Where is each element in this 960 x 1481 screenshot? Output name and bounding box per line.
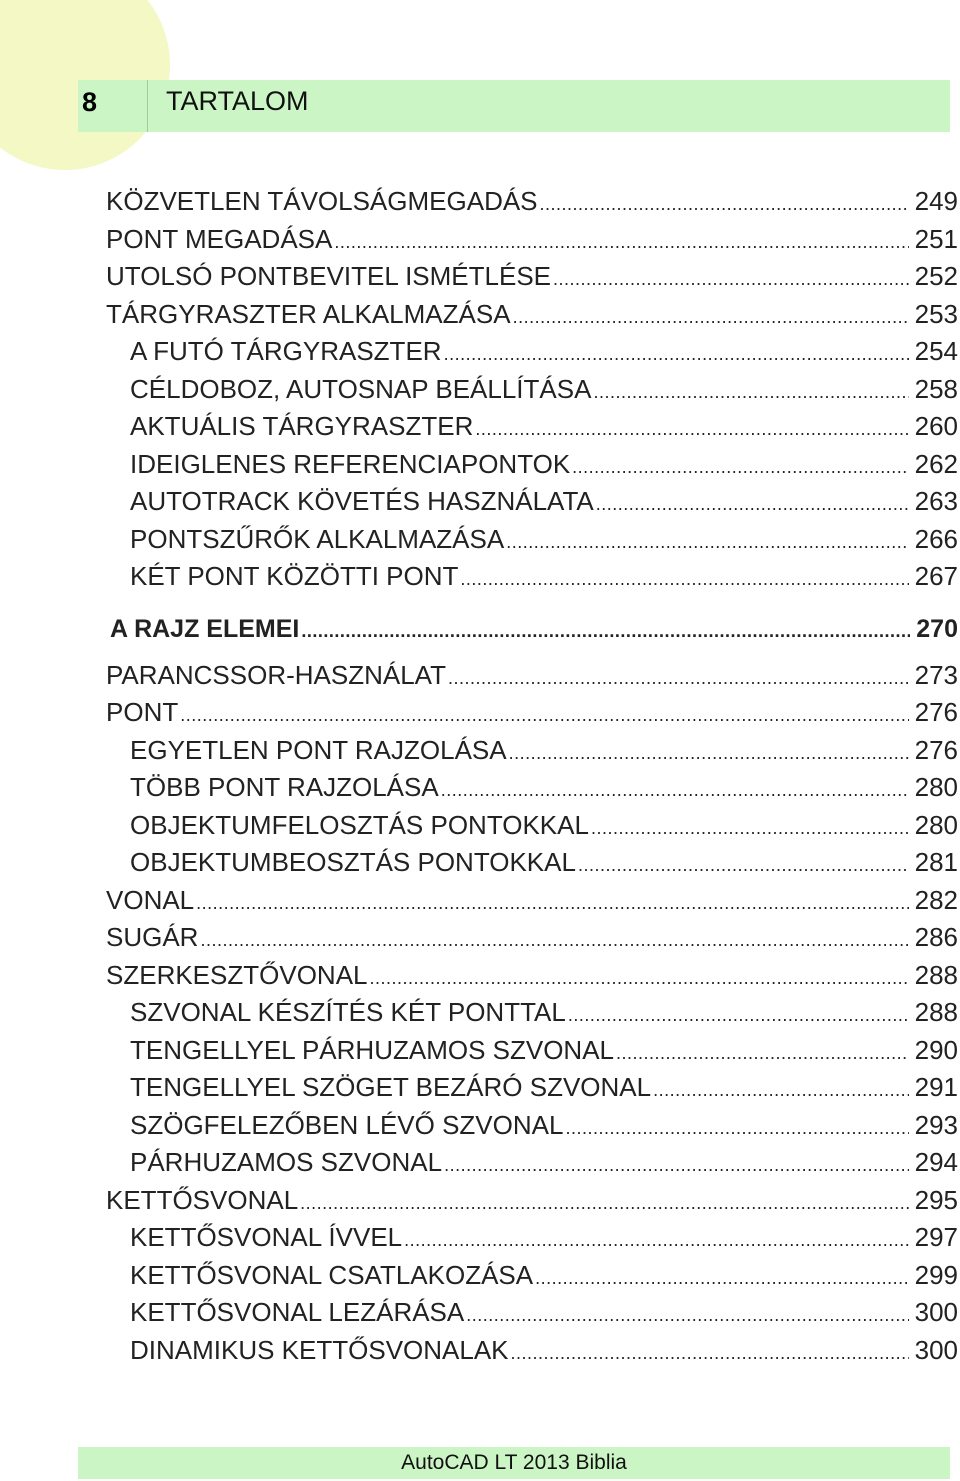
toc-entry[interactable] (106, 922, 958, 960)
toc-entry-page: 276 (914, 697, 958, 727)
toc-entry[interactable] (106, 1260, 958, 1298)
toc-entry-page: 297 (914, 1222, 958, 1252)
toc-entry-label: EGYETLEN PONT RAJZOLÁSA (130, 734, 507, 765)
toc-entry-label: PARANCSSOR-HASZNÁLAT (106, 659, 446, 690)
toc-entry-label: KÖZVETLEN TÁVOLSÁGMEGADÁS (106, 186, 538, 216)
toc-entry[interactable] (106, 1110, 958, 1148)
toc-entry-page: 295 (914, 1184, 958, 1215)
toc-entry[interactable] (106, 772, 958, 810)
toc-entry-page: 291 (914, 1072, 958, 1102)
toc-entry-label: OBJEKTUMBEOSZTÁS PONTOKKAL (130, 847, 576, 877)
toc-entry-label: CÉLDOBOZ, AUTOSNAP BEÁLLÍTÁSA (130, 373, 592, 404)
toc-entry[interactable] (106, 411, 958, 449)
toc-entry-label: PÁRHUZAMOS SZVONAL (130, 1147, 443, 1177)
toc-entry-label: SZERKESZTŐVONAL (106, 959, 368, 990)
toc-leader-dots (553, 269, 909, 290)
toc-entry[interactable] (106, 885, 958, 923)
toc-entry[interactable] (106, 561, 958, 599)
toc-entry-label: PONT (106, 697, 179, 727)
toc-entry-label: SUGÁR (106, 922, 199, 952)
toc-leader-dots (572, 457, 908, 478)
toc-leader-dots (370, 968, 909, 989)
toc-entry-page: 288 (914, 997, 958, 1027)
toc-entry-page: 299 (914, 1259, 958, 1290)
toc-entry[interactable] (106, 186, 958, 224)
toc-entry[interactable] (106, 524, 958, 562)
toc-entry[interactable] (106, 735, 958, 773)
toc-entry[interactable] (106, 374, 958, 412)
toc-entry-page: 290 (914, 1034, 958, 1065)
toc-leader-dots (513, 307, 909, 328)
toc-entry-page: 293 (914, 1109, 958, 1140)
toc-leader-dots (593, 382, 908, 403)
toc-leader-dots (565, 1118, 908, 1139)
page-number: 8 (82, 87, 98, 117)
toc-entry-page: 286 (914, 922, 958, 952)
toc-entry[interactable] (106, 810, 958, 848)
toc-entry[interactable] (106, 336, 958, 374)
toc-entry[interactable] (106, 1147, 958, 1185)
toc-entry-page: 270 (916, 614, 958, 643)
toc-entry-label: SZVONAL KÉSZÍTÉS KÉT PONTTAL (130, 997, 566, 1027)
toc-entry-label: OBJEKTUMFELOSZTÁS PONTOKKAL (130, 809, 589, 840)
toc-entry-label: AUTOTRACK KÖVETÉS HASZNÁLATA (130, 486, 594, 516)
toc-entry[interactable] (106, 1185, 958, 1223)
toc-entry-label: A FUTÓ TÁRGYRASZTER (130, 336, 442, 366)
toc-entry-page: 258 (914, 373, 958, 404)
toc-leader-dots (444, 344, 909, 365)
toc-entry-label: TENGELLYEL SZÖGET BEZÁRÓ SZVONAL (130, 1072, 652, 1102)
toc-entry-page: 276 (914, 734, 958, 765)
toc-leader-dots (200, 930, 908, 951)
toc-entry-page: 251 (914, 223, 958, 254)
toc-entry-label: DINAMIKUS KETTŐSVONALAK (130, 1334, 509, 1365)
toc-entry-page: 300 (914, 1334, 958, 1365)
toc-entry-page: 260 (914, 411, 958, 441)
toc-entry-page: 294 (914, 1147, 958, 1177)
toc-entry-label: TENGELLYEL PÁRHUZAMOS SZVONAL (130, 1034, 615, 1065)
toc-leader-dots (460, 569, 908, 590)
toc-entry-page: 252 (914, 261, 958, 291)
toc-entry[interactable] (106, 299, 958, 337)
toc-entry[interactable] (106, 660, 958, 698)
toc-entry-label: IDEIGLENES REFERENCIAPONTOK (130, 448, 571, 479)
toc-leader-dots (334, 232, 908, 253)
toc-entry-label: KETTŐSVONAL (106, 1184, 299, 1215)
table-of-contents (106, 186, 958, 1372)
toc-leader-dots (535, 1268, 909, 1289)
toc-leader-dots (509, 743, 909, 764)
toc-entry[interactable] (106, 1035, 958, 1073)
toc-entry-page: 267 (914, 561, 958, 591)
toc-leader-dots (616, 1043, 909, 1064)
toc-entry-label: KÉT PONT KÖZÖTTI PONT (130, 561, 459, 591)
toc-entry-page: 263 (914, 486, 958, 516)
toc-entry[interactable] (106, 261, 958, 299)
toc-entry[interactable] (106, 1222, 958, 1260)
footer-book-title: AutoCAD LT 2013 Biblia (401, 1451, 627, 1474)
toc-leader-dots (506, 532, 908, 553)
toc-entry-page: 273 (914, 659, 958, 690)
header-separator (147, 80, 148, 132)
toc-leader-dots (441, 780, 909, 801)
toc-entry-page: 281 (914, 847, 958, 877)
toc-entry-page: 300 (914, 1297, 958, 1327)
toc-entry-label: KETTŐSVONAL CSATLAKOZÁSA (130, 1259, 534, 1290)
toc-entry-label: TÁRGYRASZTER ALKALMAZÁSA (106, 298, 511, 329)
toc-entry-page: 280 (914, 772, 958, 802)
toc-leader-dots (301, 621, 910, 642)
toc-leader-dots (653, 1080, 909, 1101)
toc-entry-page: 280 (914, 809, 958, 840)
toc-entry-page: 282 (914, 884, 958, 915)
toc-entry[interactable] (106, 1072, 958, 1110)
toc-leader-dots (578, 855, 909, 876)
toc-entry-label: TÖBB PONT RAJZOLÁSA (130, 772, 439, 802)
toc-entry[interactable] (106, 697, 958, 735)
toc-entry-label: KETTŐSVONAL LEZÁRÁSA (130, 1297, 465, 1327)
toc-entry-label: A RAJZ ELEMEI (110, 614, 300, 643)
toc-leader-dots (404, 1230, 908, 1251)
toc-leader-dots (196, 893, 908, 914)
toc-entry-page: 262 (914, 448, 958, 479)
toc-leader-dots (475, 419, 908, 440)
toc-entry[interactable] (106, 449, 958, 487)
toc-entry[interactable] (106, 1297, 958, 1335)
toc-entry-page: 266 (914, 523, 958, 554)
toc-leader-dots (448, 668, 909, 689)
toc-entry-label: SZÖGFELEZŐBEN LÉVŐ SZVONAL (130, 1109, 564, 1140)
toc-entry-page: 249 (914, 186, 958, 216)
toc-entry[interactable] (106, 997, 958, 1035)
toc-entry[interactable] (106, 486, 958, 524)
toc-entry-page: 288 (914, 959, 958, 990)
toc-leader-dots (596, 494, 909, 515)
page-title: TARTALOM (166, 86, 309, 116)
toc-entry-page: 253 (914, 298, 958, 329)
toc-entry-label: KETTŐSVONAL ÍVVEL (130, 1222, 403, 1252)
toc-leader-dots (466, 1305, 908, 1326)
toc-entry[interactable] (106, 1335, 958, 1373)
toc-leader-dots (180, 705, 908, 726)
toc-leader-dots (444, 1155, 909, 1176)
toc-entry-label: PONTSZŰRŐK ALKALMAZÁSA (130, 523, 505, 554)
toc-entry-page: 254 (914, 336, 958, 366)
toc-entry-label: AKTUÁLIS TÁRGYRASZTER (130, 411, 474, 441)
toc-entry[interactable] (106, 224, 958, 262)
toc-entry-label: UTOLSÓ PONTBEVITEL ISMÉTLÉSE (106, 261, 552, 291)
toc-leader-dots (511, 1343, 909, 1364)
toc-leader-dots (300, 1193, 908, 1214)
toc-leader-dots (591, 818, 909, 839)
toc-entry-label: VONAL (106, 884, 195, 915)
toc-entry[interactable] (106, 960, 958, 998)
toc-leader-dots (568, 1005, 909, 1026)
toc-leader-dots (540, 194, 909, 215)
toc-entry-label: PONT MEGADÁSA (106, 223, 333, 254)
toc-entry[interactable] (106, 847, 958, 885)
toc-chapter-entry[interactable] (106, 615, 958, 660)
